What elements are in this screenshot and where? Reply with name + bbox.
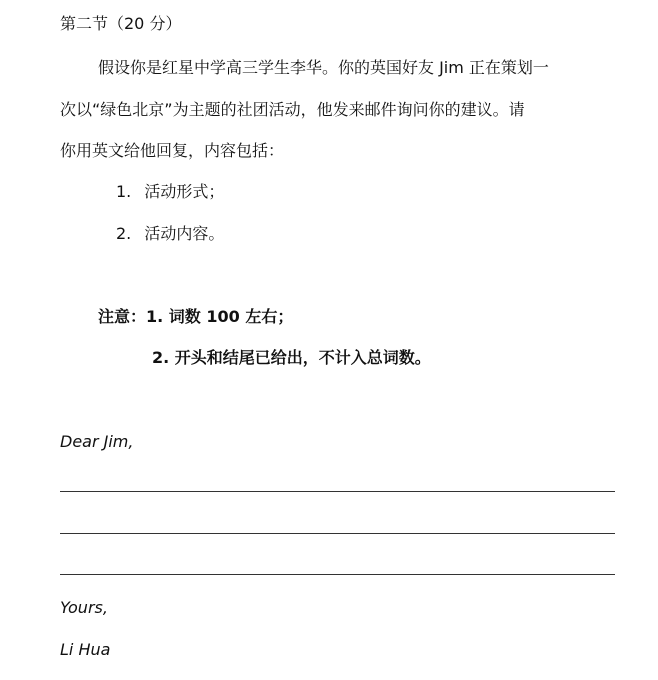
requirement-item-1: [116, 182, 224, 202]
notes-item-2: 2. 开头和结尾已给出，不计入总词数。: [152, 348, 431, 367]
section-title: 第二节（20 分）: [60, 14, 182, 33]
requirement-number: 2.: [116, 224, 132, 243]
prompt-line-3: 你用英文给他回复，内容包括：: [60, 141, 285, 160]
notes-item-1: 1. 词数 100 左右；: [146, 307, 294, 326]
letter-closing: Yours,: [60, 598, 108, 617]
requirement-text: 活动内容。: [144, 224, 225, 243]
requirement-text: 活动形式；: [144, 182, 225, 201]
writing-line-2: [60, 533, 615, 534]
letter-greeting: Dear Jim,: [60, 432, 134, 451]
requirement-item-2: [116, 224, 224, 244]
prompt-line-2: 次以“绿色北京”为主题的社团活动，他发来邮件询问你的建议。请: [60, 100, 525, 119]
prompt-line-1: 假设你是红星中学高三学生李华。你的英国好友 Jim 正在策划一: [98, 58, 549, 77]
notes-first-line: [98, 307, 293, 327]
letter-signature: Li Hua: [60, 640, 111, 659]
requirement-number: 1.: [116, 182, 132, 201]
writing-line-1: [60, 491, 615, 492]
notes-label: 注意：: [98, 307, 147, 326]
writing-line-3: [60, 574, 615, 575]
